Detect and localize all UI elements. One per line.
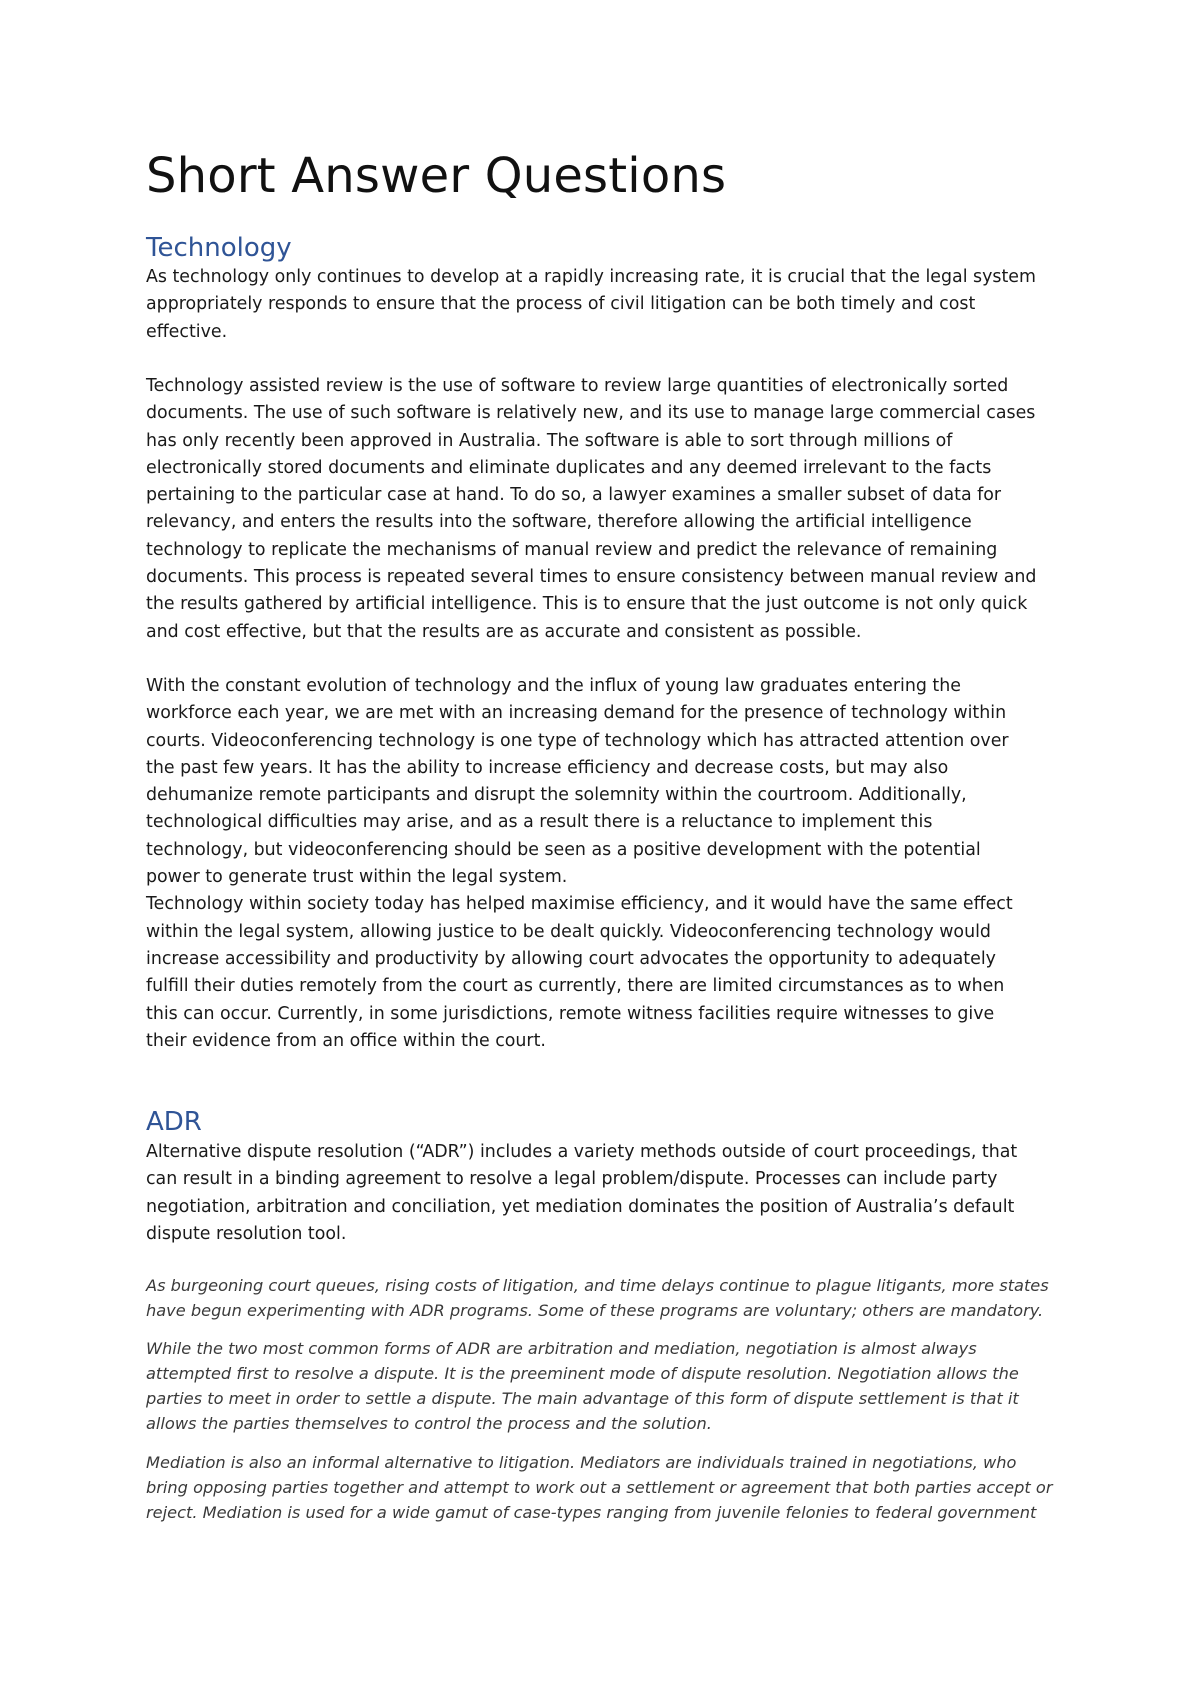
text-line: bring opposing parties together and attempt to work out a settlement or agreement that both parties accept or: [146, 1478, 1053, 1497]
document-title: Short Answer Questions: [146, 148, 727, 204]
text-line: increase accessibility and productivity by allowing court advocates the opportunity to adequately: [146, 948, 996, 969]
text-line: As burgeoning court queues, rising costs of litigation, and time delays continue to plague litigants, more states: [146, 1276, 1049, 1295]
text-line: and cost effective, but that the results are as accurate and consistent as possible.: [146, 621, 862, 642]
text-line: has only recently been approved in Australia. The software is able to sort through millions of: [146, 430, 953, 451]
text-line: their evidence from an office within the court.: [146, 1030, 546, 1051]
text-line: the results gathered by artificial intelligence. This is to ensure that the just outcome is not only quick: [146, 594, 1028, 615]
text-line: While the two most common forms of ADR are arbitration and mediation, negotiation is almost always: [146, 1339, 977, 1358]
adr-quote-2: [146, 1336, 1019, 1436]
text-line: negotiation, arbitration and conciliation, yet mediation dominates the position of Australia’s default: [146, 1196, 1015, 1217]
text-line: effective.: [146, 321, 228, 342]
text-line: Technology assisted review is the use of software to review large quantities of electronically sorted: [146, 376, 1009, 396]
text-line: dehumanize remote participants and disrupt the solemnity within the courtroom. Additionally,: [146, 785, 967, 806]
text-line: power to generate trust within the legal system.: [146, 867, 568, 888]
text-line: With the constant evolution of technology and the influx of young law graduates entering the: [146, 676, 961, 696]
text-line: can result in a binding agreement to resolve a legal problem/dispute. Processes can include party: [146, 1169, 998, 1190]
text-line: attempted first to resolve a dispute. It is the preeminent mode of dispute resolution. Negotiation allows the: [146, 1364, 1019, 1383]
adr-paragraph-1: [146, 1139, 1017, 1248]
text-line: As technology only continues to develop at a rapidly increasing rate, it is crucial that the legal system: [146, 267, 1036, 287]
section-heading-technology: Technology: [146, 233, 292, 263]
text-line: have begun experimenting with ADR programs. Some of these programs are voluntary; others are mandatory.: [146, 1301, 1044, 1320]
text-line: technological difficulties may arise, and as a result there is a reluctance to implement this: [146, 812, 933, 833]
adr-quote-3: [146, 1450, 1052, 1525]
text-line: relevancy, and enters the results into the software, therefore allowing the artificial intelligence: [146, 512, 972, 533]
text-line: technology to replicate the mechanisms of manual review and predict the relevance of remaining: [146, 539, 998, 560]
text-line: documents. This process is repeated several times to ensure consistency between manual review and: [146, 567, 1037, 588]
text-line: allows the parties themselves to control the process and the solution.: [146, 1414, 712, 1433]
text-line: Alternative dispute resolution (“ADR”) includes a variety methods outside of court proceedings, that: [146, 1142, 1018, 1162]
text-line: pertaining to the particular case at hand. To do so, a lawyer examines a smaller subset of data for: [146, 485, 1002, 506]
text-line: the past few years. It has the ability to increase efficiency and decrease costs, but may also: [146, 757, 949, 778]
text-line: within the legal system, allowing justice to be dealt quickly. Videoconferencing technology would: [146, 921, 991, 942]
text-line: documents. The use of such software is relatively new, and its use to manage large commercial cases: [146, 403, 1036, 424]
technology-paragraph-2: [146, 373, 1036, 646]
text-line: appropriately responds to ensure that the process of civil litigation can be both timely and cost: [146, 294, 976, 315]
technology-paragraph-1: [146, 264, 1036, 346]
text-line: dispute resolution tool.: [146, 1223, 347, 1244]
text-line: this can occur. Currently, in some jurisdictions, remote witness facilities require witnesses to give: [146, 1003, 995, 1024]
section-heading-adr: ADR: [146, 1107, 202, 1137]
text-line: Mediation is also an informal alternative to litigation. Mediators are individuals trained in negotiations, who: [146, 1453, 1017, 1472]
text-line: workforce each year, we are met with an increasing demand for the presence of technology within: [146, 703, 1007, 724]
text-line: courts. Videoconferencing technology is one type of technology which has attracted attention over: [146, 730, 1009, 751]
text-line: Technology within society today has helped maximise efficiency, and it would have the same effect: [146, 894, 1013, 915]
text-line: fulfill their duties remotely from the court as currently, there are limited circumstances as to when: [146, 976, 1005, 997]
document-page: [146, 0, 1066, 1698]
text-line: technology, but videoconferencing should be seen as a positive development with the potential: [146, 839, 981, 860]
text-line: reject. Mediation is used for a wide gamut of case-types ranging from juvenile felonies to federal government: [146, 1503, 1037, 1522]
technology-paragraph-3: [146, 673, 1013, 1055]
text-line: electronically stored documents and eliminate duplicates and any deemed irrelevant to the facts: [146, 457, 992, 478]
text-line: parties to meet in order to settle a dispute. The main advantage of this form of dispute settlement is that it: [146, 1389, 1019, 1408]
adr-quote-1: [146, 1273, 1049, 1323]
